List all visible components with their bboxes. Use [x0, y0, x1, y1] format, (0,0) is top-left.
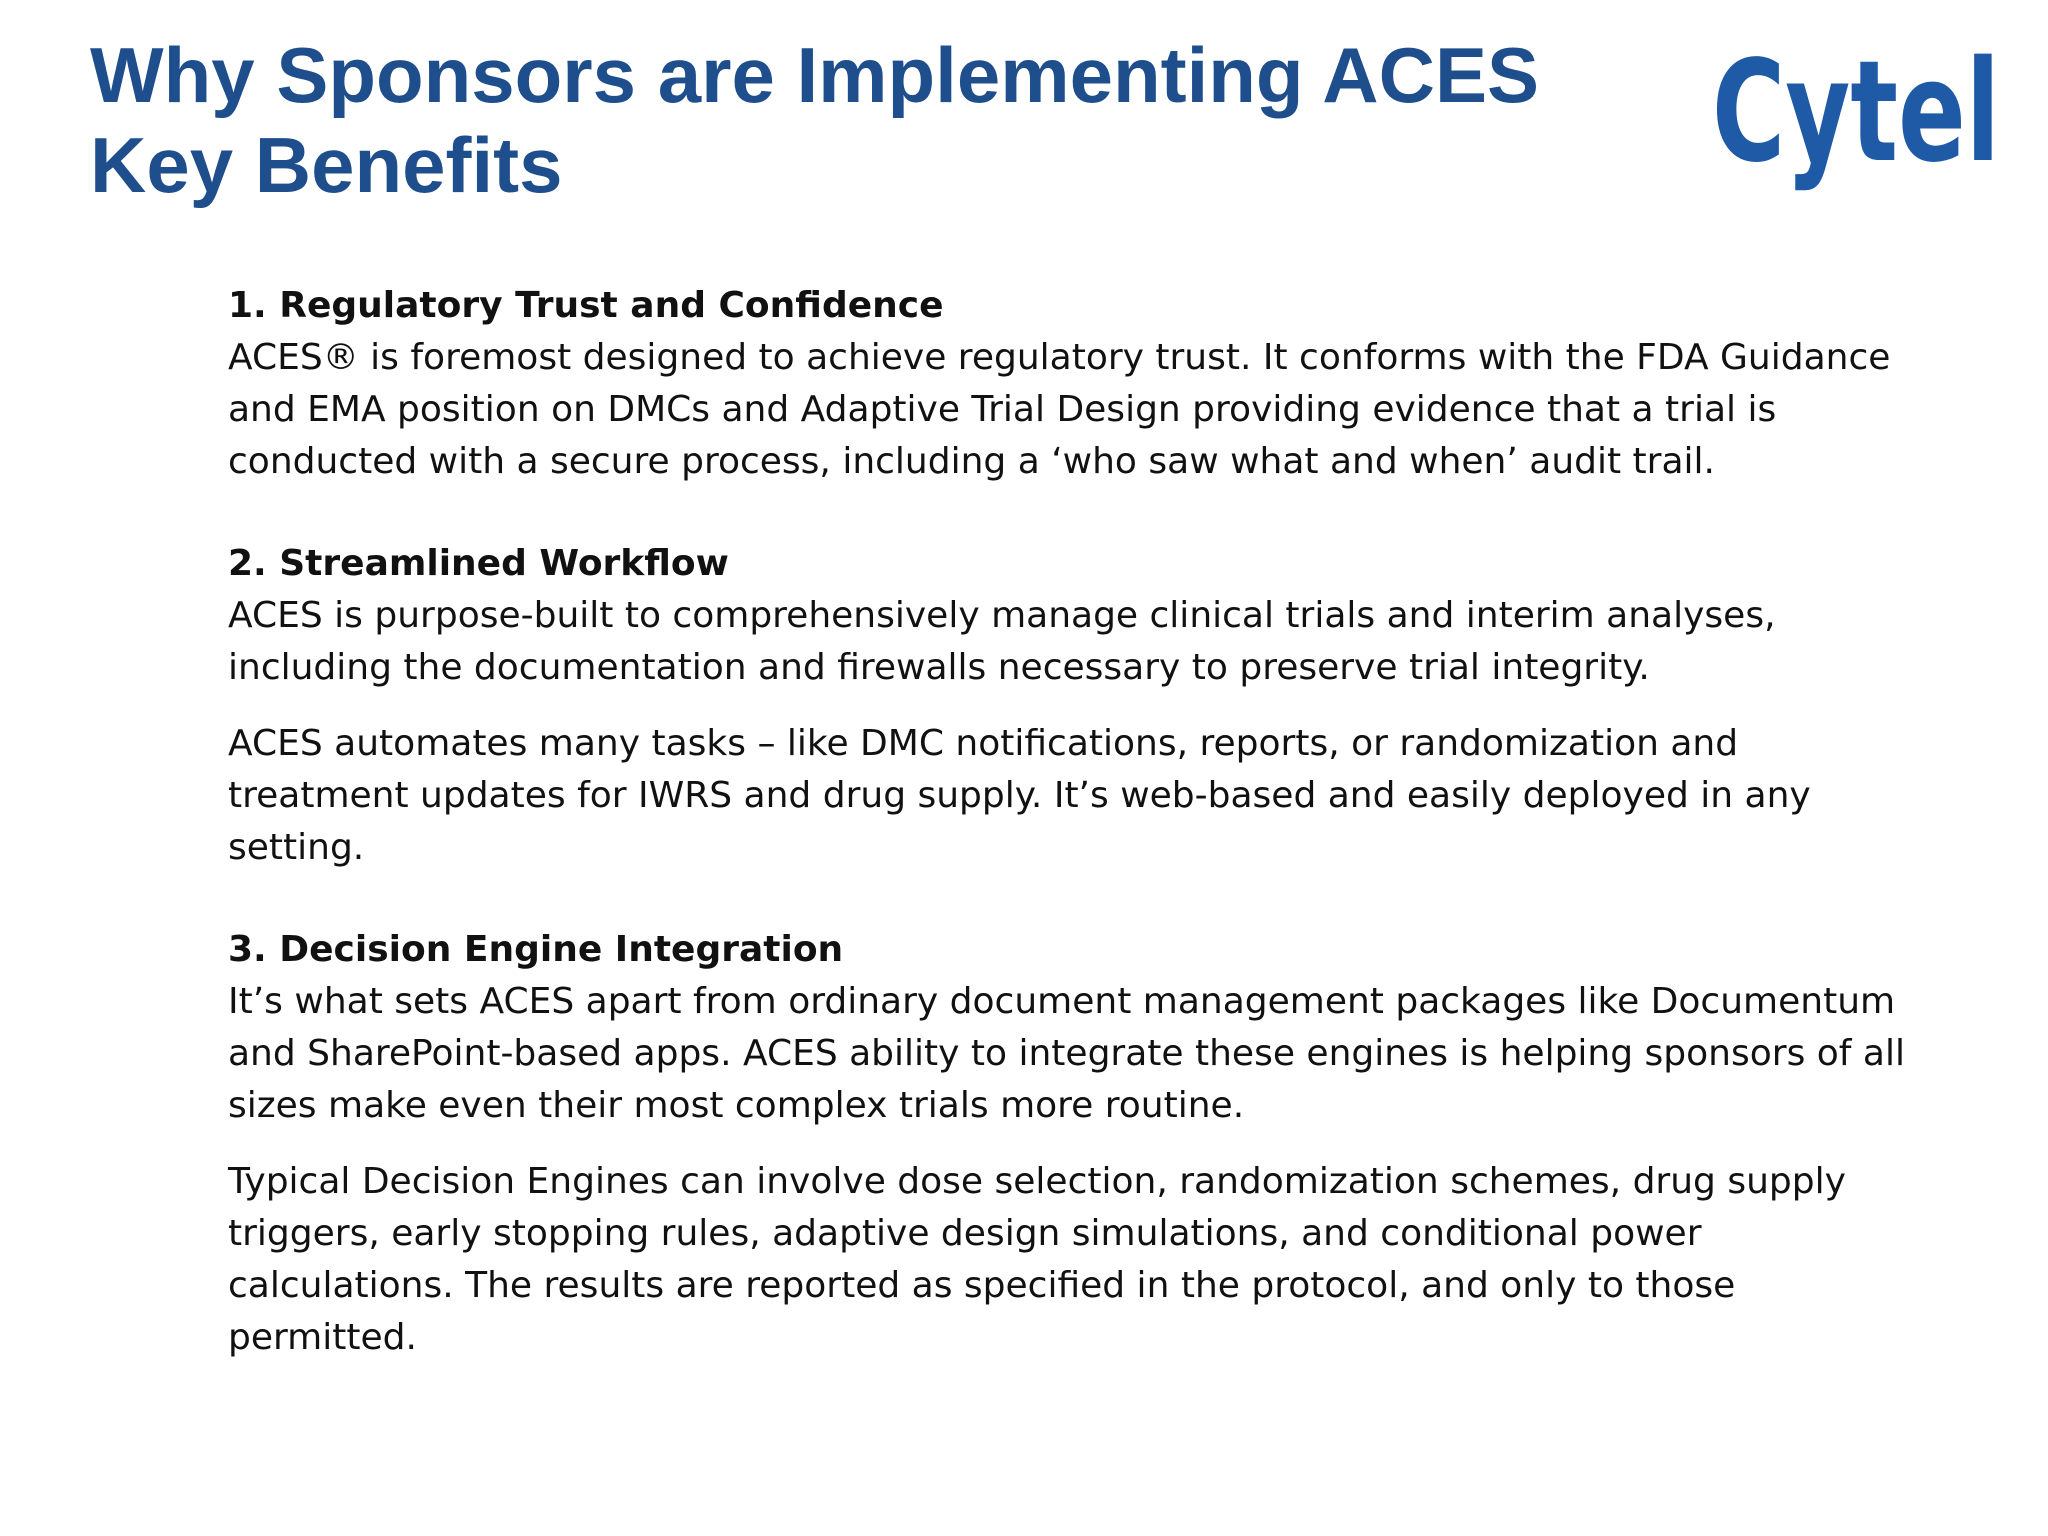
benefit-section-workflow	[228, 538, 1908, 874]
section-heading: 3. Decision Engine Integration	[228, 929, 844, 970]
benefits-content	[228, 280, 1908, 1364]
section-paragraph: ACES® is foremost designed to achieve regulatory trust. It conforms with the FDA Guidance and EMA position on DMCs and Adaptive Trial Design providing evidence that a trial is conducted with a secure process, including a ‘who saw what and when’ audit trail.	[228, 337, 1891, 482]
slide-title	[90, 30, 1590, 210]
logo-text: Cytel	[1712, 48, 2000, 194]
section-paragraph: ACES is purpose-built to comprehensively manage clinical trials and interim analyses, including the documentation and firewalls necessary to preserve trial integrity.	[228, 595, 1776, 688]
title-line-2: Key Benefits	[90, 121, 563, 209]
section-paragraph: It’s what sets ACES apart from ordinary document management packages like Documentum and SharePoint-based apps. ACES ability to integrate these engines is helping sponsors of all sizes make even their most complex trials more routine.	[228, 981, 1905, 1126]
section-paragraph: ACES automates many tasks – like DMC notifications, reports, or randomization and treatment updates for IWRS and drug supply. It’s web-based and easily deployed in any setting.	[228, 723, 1811, 868]
section-heading: 2. Streamlined Workflow	[228, 543, 729, 584]
title-line-1: Why Sponsors are Implementing ACES	[90, 31, 1540, 119]
benefit-section-decision-engine	[228, 924, 1908, 1364]
cytel-logo-icon	[1712, 48, 2002, 198]
section-heading: 1. Regulatory Trust and Confidence	[228, 285, 944, 326]
benefit-section-regulatory	[228, 280, 1908, 488]
section-paragraph: Typical Decision Engines can involve dose selection, randomization schemes, drug supply triggers, early stopping rules, adaptive design simulations, and conditional power calculations. The results are reported as specified in the protocol, and only to those permitted.	[228, 1161, 1846, 1358]
